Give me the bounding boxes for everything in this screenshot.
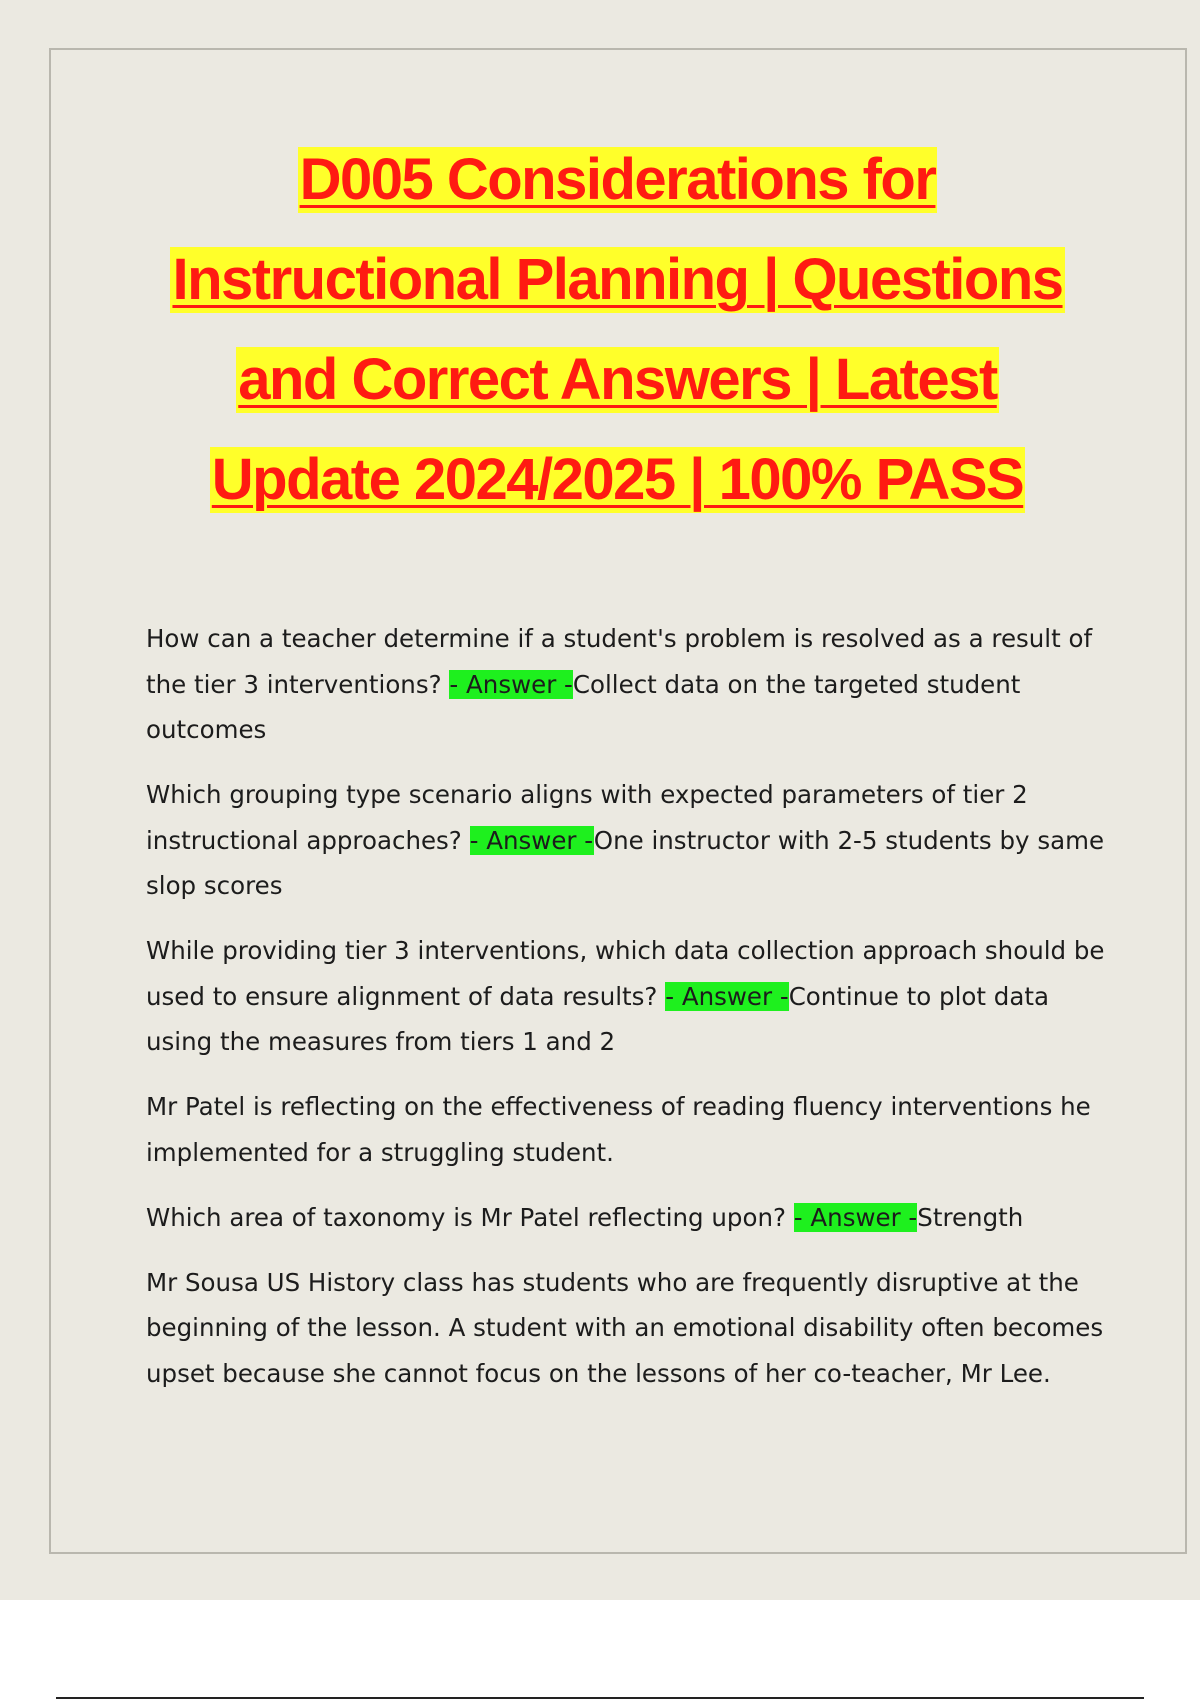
answer-text: Continue to plot data using the measures from tiers 1 and 2	[146, 981, 1049, 1056]
answer-label: - Answer -	[469, 825, 594, 855]
qa-item	[146, 772, 1106, 909]
context-paragraph: Mr Sousa US History class has students who are frequently disruptive at the beginning of the lesson. A student with an emotional disability often becomes upset because she cannot focus on the lessons of her co-teacher, Mr Lee.	[146, 1267, 1104, 1388]
title-line: Instructional Planning | Questions	[172, 247, 1063, 312]
document-title	[60, 130, 1175, 530]
title-line: D005 Considerations for	[299, 147, 936, 212]
question-text: Which grouping type scenario aligns with expected parameters of tier 2 instructional approaches?	[146, 780, 1028, 855]
answer-text: One instructor with 2-5 students by same slop scores	[146, 825, 1105, 900]
answer-text: Collect data on the targeted student outcomes	[146, 669, 1021, 744]
context-paragraph: Mr Patel is reflecting on the effectiveness of reading fluency interventions he implemented for a struggling student.	[146, 1092, 1091, 1167]
qa-item	[146, 1195, 1106, 1241]
question-text: Which area of taxonomy is Mr Patel reflecting upon?	[146, 1202, 786, 1232]
answer-label: - Answer -	[665, 981, 789, 1011]
title-line: Update 2024/2025 | 100% PASS	[211, 447, 1024, 512]
footer-rule	[56, 1697, 1144, 1699]
answer-label: - Answer -	[793, 1202, 918, 1232]
answer-text: Strength	[917, 1202, 1024, 1232]
qa-content	[146, 616, 1106, 1416]
qa-item	[146, 928, 1106, 1065]
title-line: and Correct Answers | Latest	[238, 347, 997, 412]
answer-label: - Answer -	[449, 669, 573, 699]
question-text: While providing tier 3 interventions, which data collection approach should be used to ensure alignment of data results?	[146, 936, 1105, 1011]
qa-item	[146, 616, 1106, 753]
question-text: How can a teacher determine if a student's problem is resolved as a result of the tier 3 interventions?	[146, 624, 1093, 699]
